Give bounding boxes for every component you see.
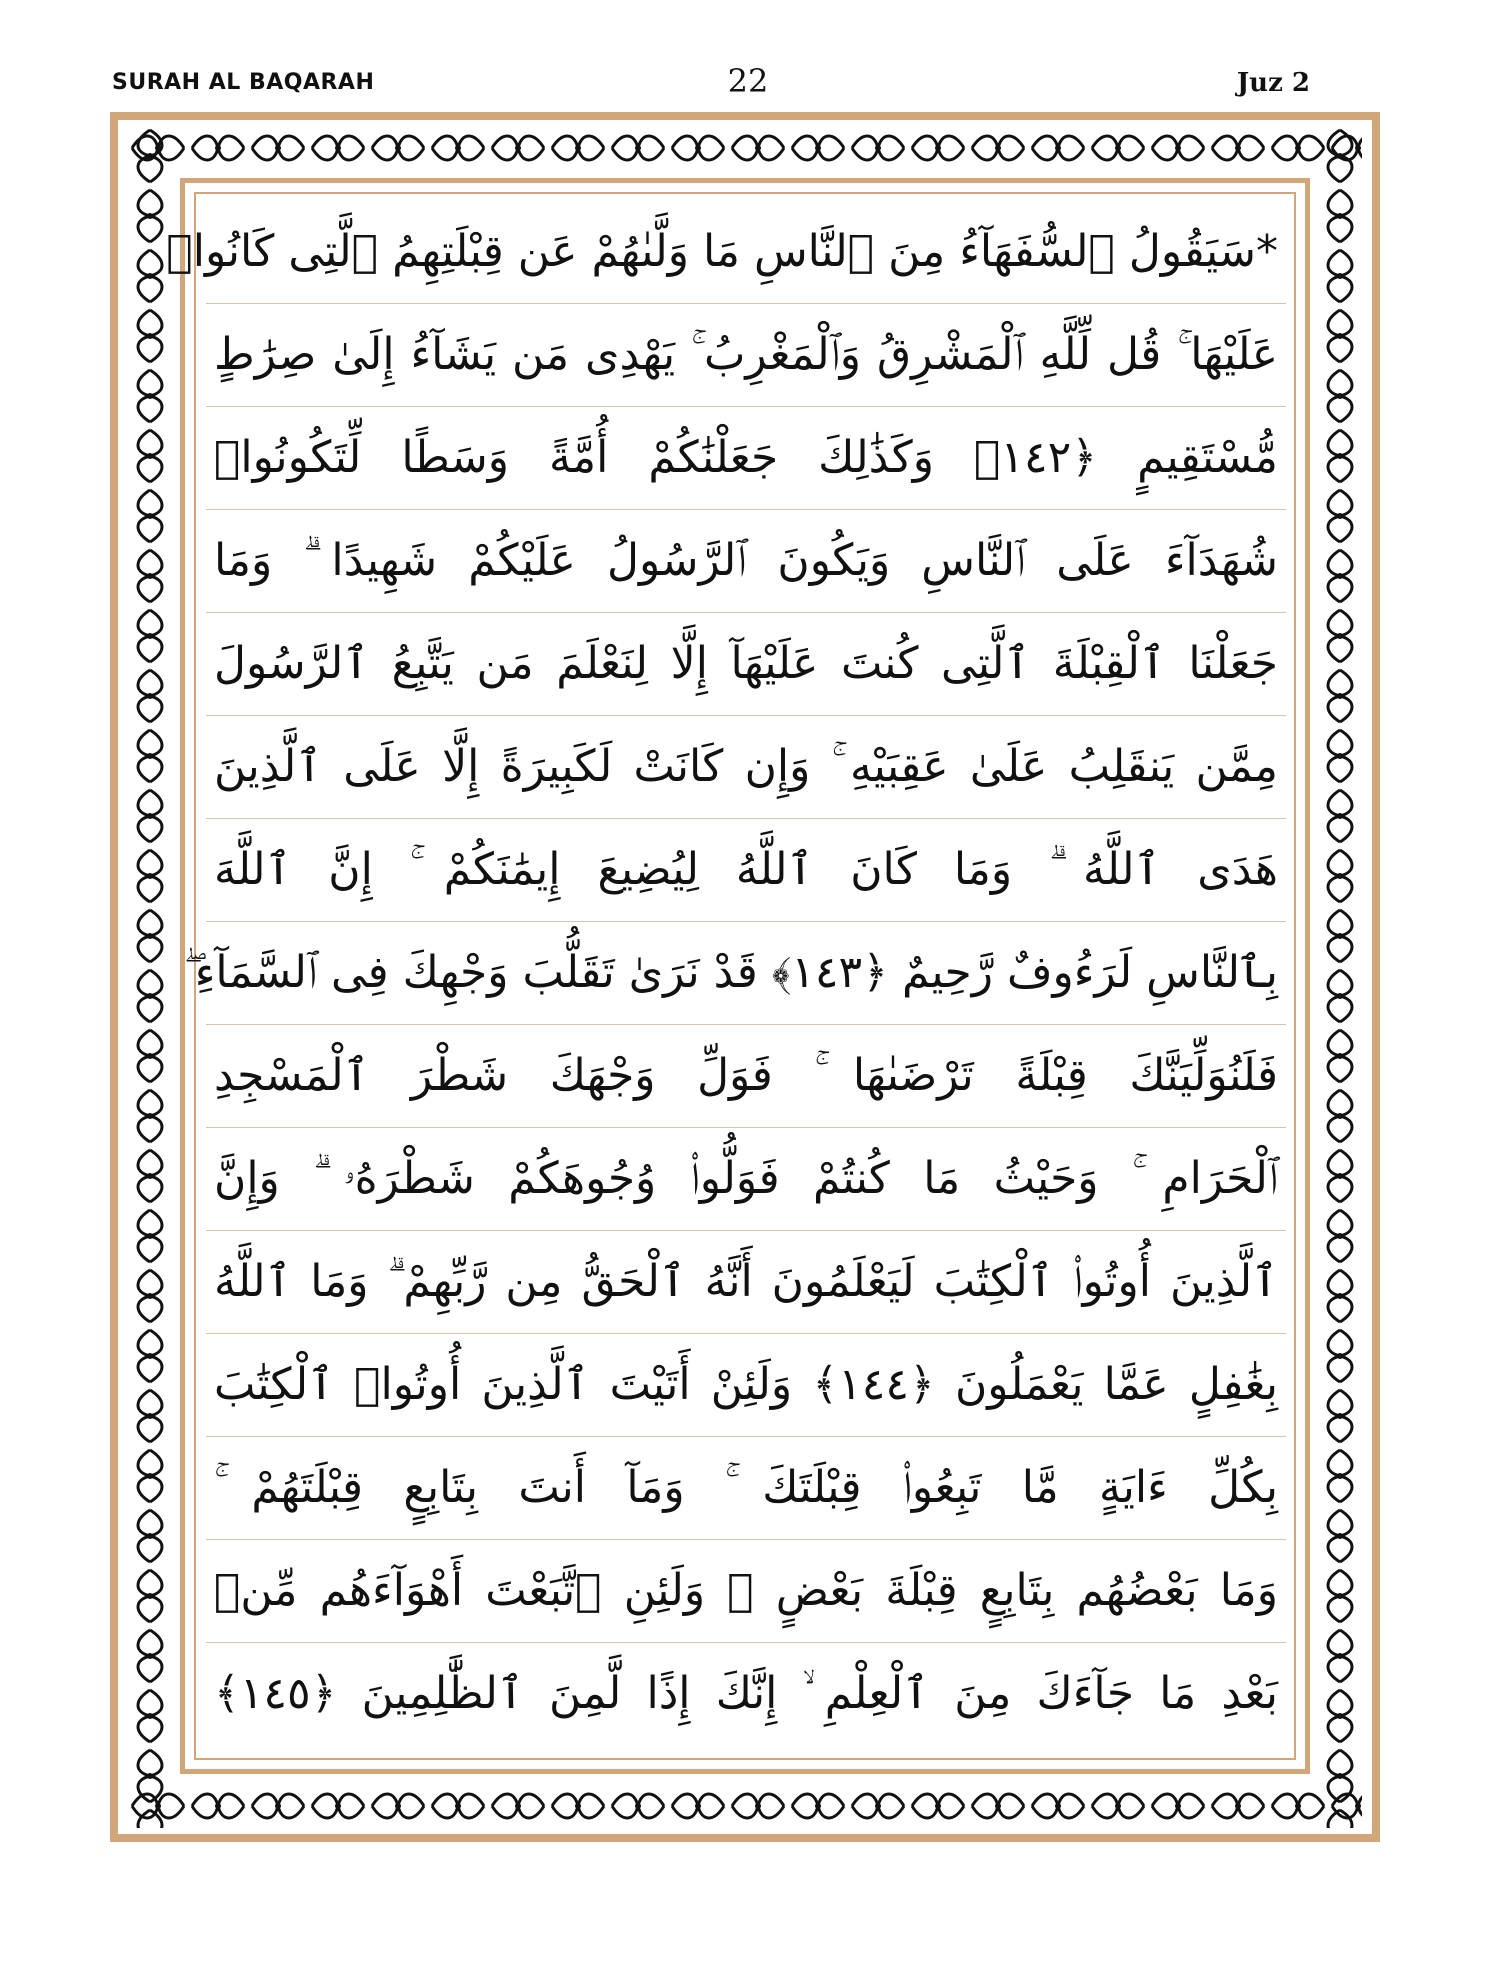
verse-line (206, 1642, 1286, 1746)
verse-line-text: مُّسْتَقِيمٍ ﴿١٤٢﴾ وَكَذَٰلِكَ جَعَلْنَٰكُمْ أُمَّةً وَسَطًا لِّتَكُونُوا۟ (214, 432, 1278, 483)
verse-line (206, 1024, 1286, 1128)
verse-line (166, 200, 1286, 304)
verse-text-block (166, 200, 1286, 1750)
verse-line (206, 1539, 1286, 1643)
verse-line (183, 921, 1286, 1025)
verse-line (206, 1127, 1286, 1231)
verse-line-text: بَعْدِ مَا جَآءَكَ مِنَ ٱلْعِلْمِ ۙ إِنَّكَ إِذًا لَّمِنَ ٱلظَّٰلِمِينَ ﴿١٤٥﴾ (214, 1668, 1278, 1719)
verse-line-text: شُهَدَآءَ عَلَى ٱلنَّاسِ وَيَكُونَ ٱلرَّسُولُ عَلَيْكُمْ شَهِيدًا ۗ وَمَا (214, 535, 1278, 586)
verse-line (206, 303, 1286, 407)
verse-line-text: هَدَى ٱللَّهُ ۗ وَمَا كَانَ ٱللَّهُ لِيُضِيعَ إِيمَٰنَكُمْ ۚ إِنَّ ٱللَّهَ (214, 844, 1278, 895)
verse-line (206, 406, 1286, 510)
verse-line-text: بِغَٰفِلٍ عَمَّا يَعْمَلُونَ ﴿١٤٤﴾ وَلَئِنْ أَتَيْتَ ٱلَّذِينَ أُوتُوا۟ ٱلْكِتَٰبَ (214, 1359, 1278, 1410)
verse-line-text: ٱلْحَرَامِ ۚ وَحَيْثُ مَا كُنتُمْ فَوَلُّوا۟ وُجُوهَكُمْ شَطْرَهُۥ ۗ وَإِنَّ (214, 1153, 1278, 1204)
ornament-border-right (1318, 126, 1362, 1828)
verse-line-text: عَلَيْهَا ۚ قُل لِّلَّهِ ٱلْمَشْرِقُ وَٱلْمَغْرِبُ ۚ يَهْدِى مَن يَشَآءُ إِلَىٰ صِرَٰطٍ (214, 329, 1278, 380)
verse-line (206, 509, 1286, 613)
verse-line (206, 715, 1286, 819)
verse-line (206, 612, 1286, 716)
verse-line-text: ٱلَّذِينَ أُوتُوا۟ ٱلْكِتَٰبَ لَيَعْلَمُونَ أَنَّهُ ٱلْحَقُّ مِن رَّبِّهِمْ ۗ وَمَا ٱللَّهُ (214, 1256, 1278, 1307)
verse-line-text: مِمَّن يَنقَلِبُ عَلَىٰ عَقِبَيْهِ ۚ وَإِن كَانَتْ لَكَبِيرَةً إِلَّا عَلَى ٱلَّذِينَ (214, 741, 1278, 792)
verse-line-text: بِٱلنَّاسِ لَرَءُوفٌ رَّحِيمٌ ﴿١٤٣﴾ قَدْ نَرَىٰ تَقَلُّبَ وَجْهِكَ فِى ٱلسَّمَآءِ ۖ (183, 947, 1278, 998)
ornament-border-top (128, 126, 1362, 170)
verse-line (206, 1230, 1286, 1334)
verse-line (206, 818, 1286, 922)
verse-line-text: جَعَلْنَا ٱلْقِبْلَةَ ٱلَّتِى كُنتَ عَلَيْهَآ إِلَّا لِنَعْلَمَ مَن يَتَّبِعُ ٱلرَّسُولَ (214, 638, 1278, 689)
verse-line (206, 1436, 1286, 1540)
verse-line-text: فَلَنُوَلِّيَنَّكَ قِبْلَةً تَرْضَىٰهَا ۚ فَوَلِّ وَجْهَكَ شَطْرَ ٱلْمَسْجِدِ (214, 1050, 1278, 1101)
verse-line (206, 1333, 1286, 1437)
page-number: 22 (727, 62, 769, 100)
juz-label: Juz 2 (1236, 68, 1310, 98)
ornament-border-bottom (128, 1784, 1362, 1828)
ornament-border-left (128, 126, 172, 1828)
verse-line-text: بِكُلِّ ءَايَةٍ مَّا تَبِعُوا۟ قِبْلَتَكَ ۚ وَمَآ أَنتَ بِتَابِعٍ قِبْلَتَهُمْ ۚ (214, 1462, 1278, 1513)
verse-line-text: وَمَا بَعْضُهُم بِتَابِعٍ قِبْلَةَ بَعْضٍ ۚ وَلَئِنِ ٱتَّبَعْتَ أَهْوَآءَهُم مِّنۢ (214, 1565, 1278, 1616)
verse-line-text: *سَيَقُولُ ٱلسُّفَهَآءُ مِنَ ٱلنَّاسِ مَا وَلَّىٰهُمْ عَن قِبْلَتِهِمُ ٱلَّتِى كَانُوا۟ (166, 226, 1278, 277)
surah-title: SURAH AL BAQARAH (112, 70, 375, 95)
